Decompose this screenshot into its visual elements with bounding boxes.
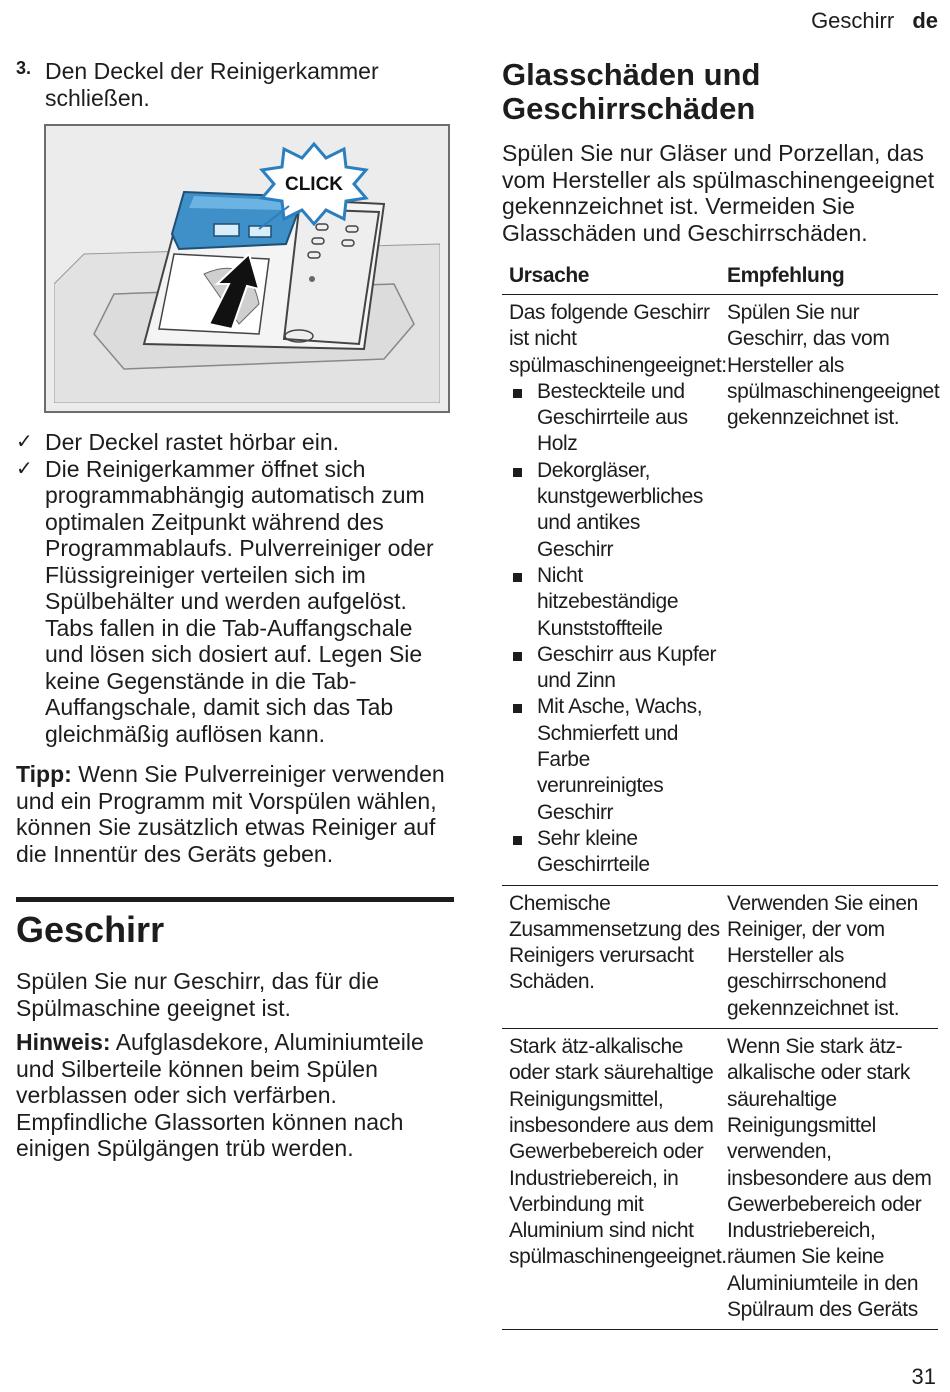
result-text: Die Reinigerkammer öffnet sich programmabhängig automatisch zum optimalen Zeitpunkt während des Programmablaufs. Pulverreiniger oder Flüssigreiniger verteilen sich im Spülbehälter und werden aufgelöst. Tabs fallen in die Tab-Auffangschale und lösen sich dosiert auf. Legen Sie keine Gegenstände in die Tab-Auffangschale, damit sich das Tab gleichmäßig auflösen kann.	[45, 455, 434, 747]
header-section: Geschirr	[811, 8, 895, 33]
recommendation-cell: Spülen Sie nur Geschirr, das vom Hersteller als spülmaschinengeeignet gekennzeichnet ist.	[727, 301, 940, 430]
glass-damage-intro: Spülen Sie nur Gläser und Porzellan, das vom Hersteller als spülmaschinengeeignet gekennzeichnet ist. Vermeiden Sie Glasschäden und Geschirrschäden.	[502, 140, 935, 246]
tip-text: Wenn Sie Pulverreiniger verwenden und ein Programm mit Vorspülen wählen, können Sie zusätzlich etwas Reiniger auf die Innentür des Geräts geben.	[16, 761, 445, 867]
note-label: Hinweis:	[16, 1029, 111, 1055]
check-icon: ✓	[16, 431, 33, 453]
list-item: Dekorgläser, kunstgewerbliches und antikes Geschirr	[509, 458, 720, 563]
step-number: 3.	[16, 58, 32, 78]
step-text: Den Deckel der Reinigerkammer schließen.	[45, 58, 379, 111]
section-text: Spülen Sie nur Geschirr, das für die Spülmaschine geeignet ist.	[16, 968, 380, 1021]
right-column	[502, 58, 938, 1330]
cause-cell: Chemische Zusammensetzung des Reinigers verursacht Schäden.	[509, 891, 720, 994]
table-row	[502, 1029, 938, 1330]
glass-damage-title: Glasschäden und Geschirrschäden	[502, 57, 761, 126]
cause-cell	[502, 300, 727, 879]
recommendation-cell: Wenn Sie stark ätz-alkalische oder stark säurehaltige Reinigungsmittel verwenden, insbesondere aus dem Gewerbebereich oder Industriebereich, räumen Sie keine Aluminiumteile in den Spülraum des Geräts	[727, 1035, 932, 1321]
page-number: 31	[911, 1364, 936, 1389]
note-text: Aufglasdekore, Aluminiumteile und Silberteile können beim Spülen verblassen oder sich verfärben. Empfindliche Glassorten können nach einigen Spülgängen trüb werden.	[16, 1029, 424, 1161]
result-list	[16, 429, 454, 747]
check-icon: ✓	[16, 457, 33, 480]
tip-paragraph	[16, 761, 454, 867]
list-item: Geschirr aus Kupfer und Zinn	[509, 642, 720, 695]
header-language: de	[912, 8, 938, 33]
recommendation-cell: Verwenden Sie einen Reiniger, der vom Hersteller als geschirrschonend gekennzeichnet ist.	[727, 891, 918, 1020]
detergent-dispenser-illustration	[44, 124, 450, 413]
note-paragraph	[16, 1029, 454, 1162]
page-header	[811, 8, 938, 34]
result-text: Der Deckel rastet hörbar ein.	[45, 429, 340, 455]
cause-cell: Stark ätz-alkalische oder stark säurehaltige Reinigungsmittel, insbesondere aus dem Gewerbebereich oder Industriebereich, in Verbindung mit Aluminium sind nicht spülmaschinengeeignet.	[509, 1035, 727, 1269]
header-recommendation: Empfehlung	[727, 264, 845, 287]
unsuitable-items-list	[509, 379, 720, 879]
table-row	[502, 295, 938, 886]
section-divider	[16, 897, 454, 902]
result-item	[16, 429, 454, 456]
table-row	[502, 886, 938, 1029]
dispenser-drawing	[54, 134, 440, 403]
instruction-step	[16, 58, 454, 111]
list-item: Mit Asche, Wachs, Schmierfett und Farbe verunreinigtes Geschirr	[509, 694, 720, 825]
click-label: CLICK	[284, 174, 344, 195]
list-item: Nicht hitzebeständige Kunststoffteile	[509, 563, 720, 642]
tip-label: Tipp:	[16, 761, 72, 787]
section-title: Geschirr	[16, 909, 165, 950]
list-item: Sehr kleine Geschirrteile	[509, 826, 720, 879]
cause-text: Das folgende Geschirr ist nicht spülmaschinengeeignet:	[509, 301, 727, 377]
left-column	[16, 58, 454, 1162]
result-item	[16, 456, 454, 748]
table-header	[502, 264, 938, 295]
header-cause: Ursache	[509, 264, 590, 287]
list-item: Besteckteile und Geschirrteile aus Holz	[509, 379, 720, 458]
damage-table	[502, 264, 938, 1330]
